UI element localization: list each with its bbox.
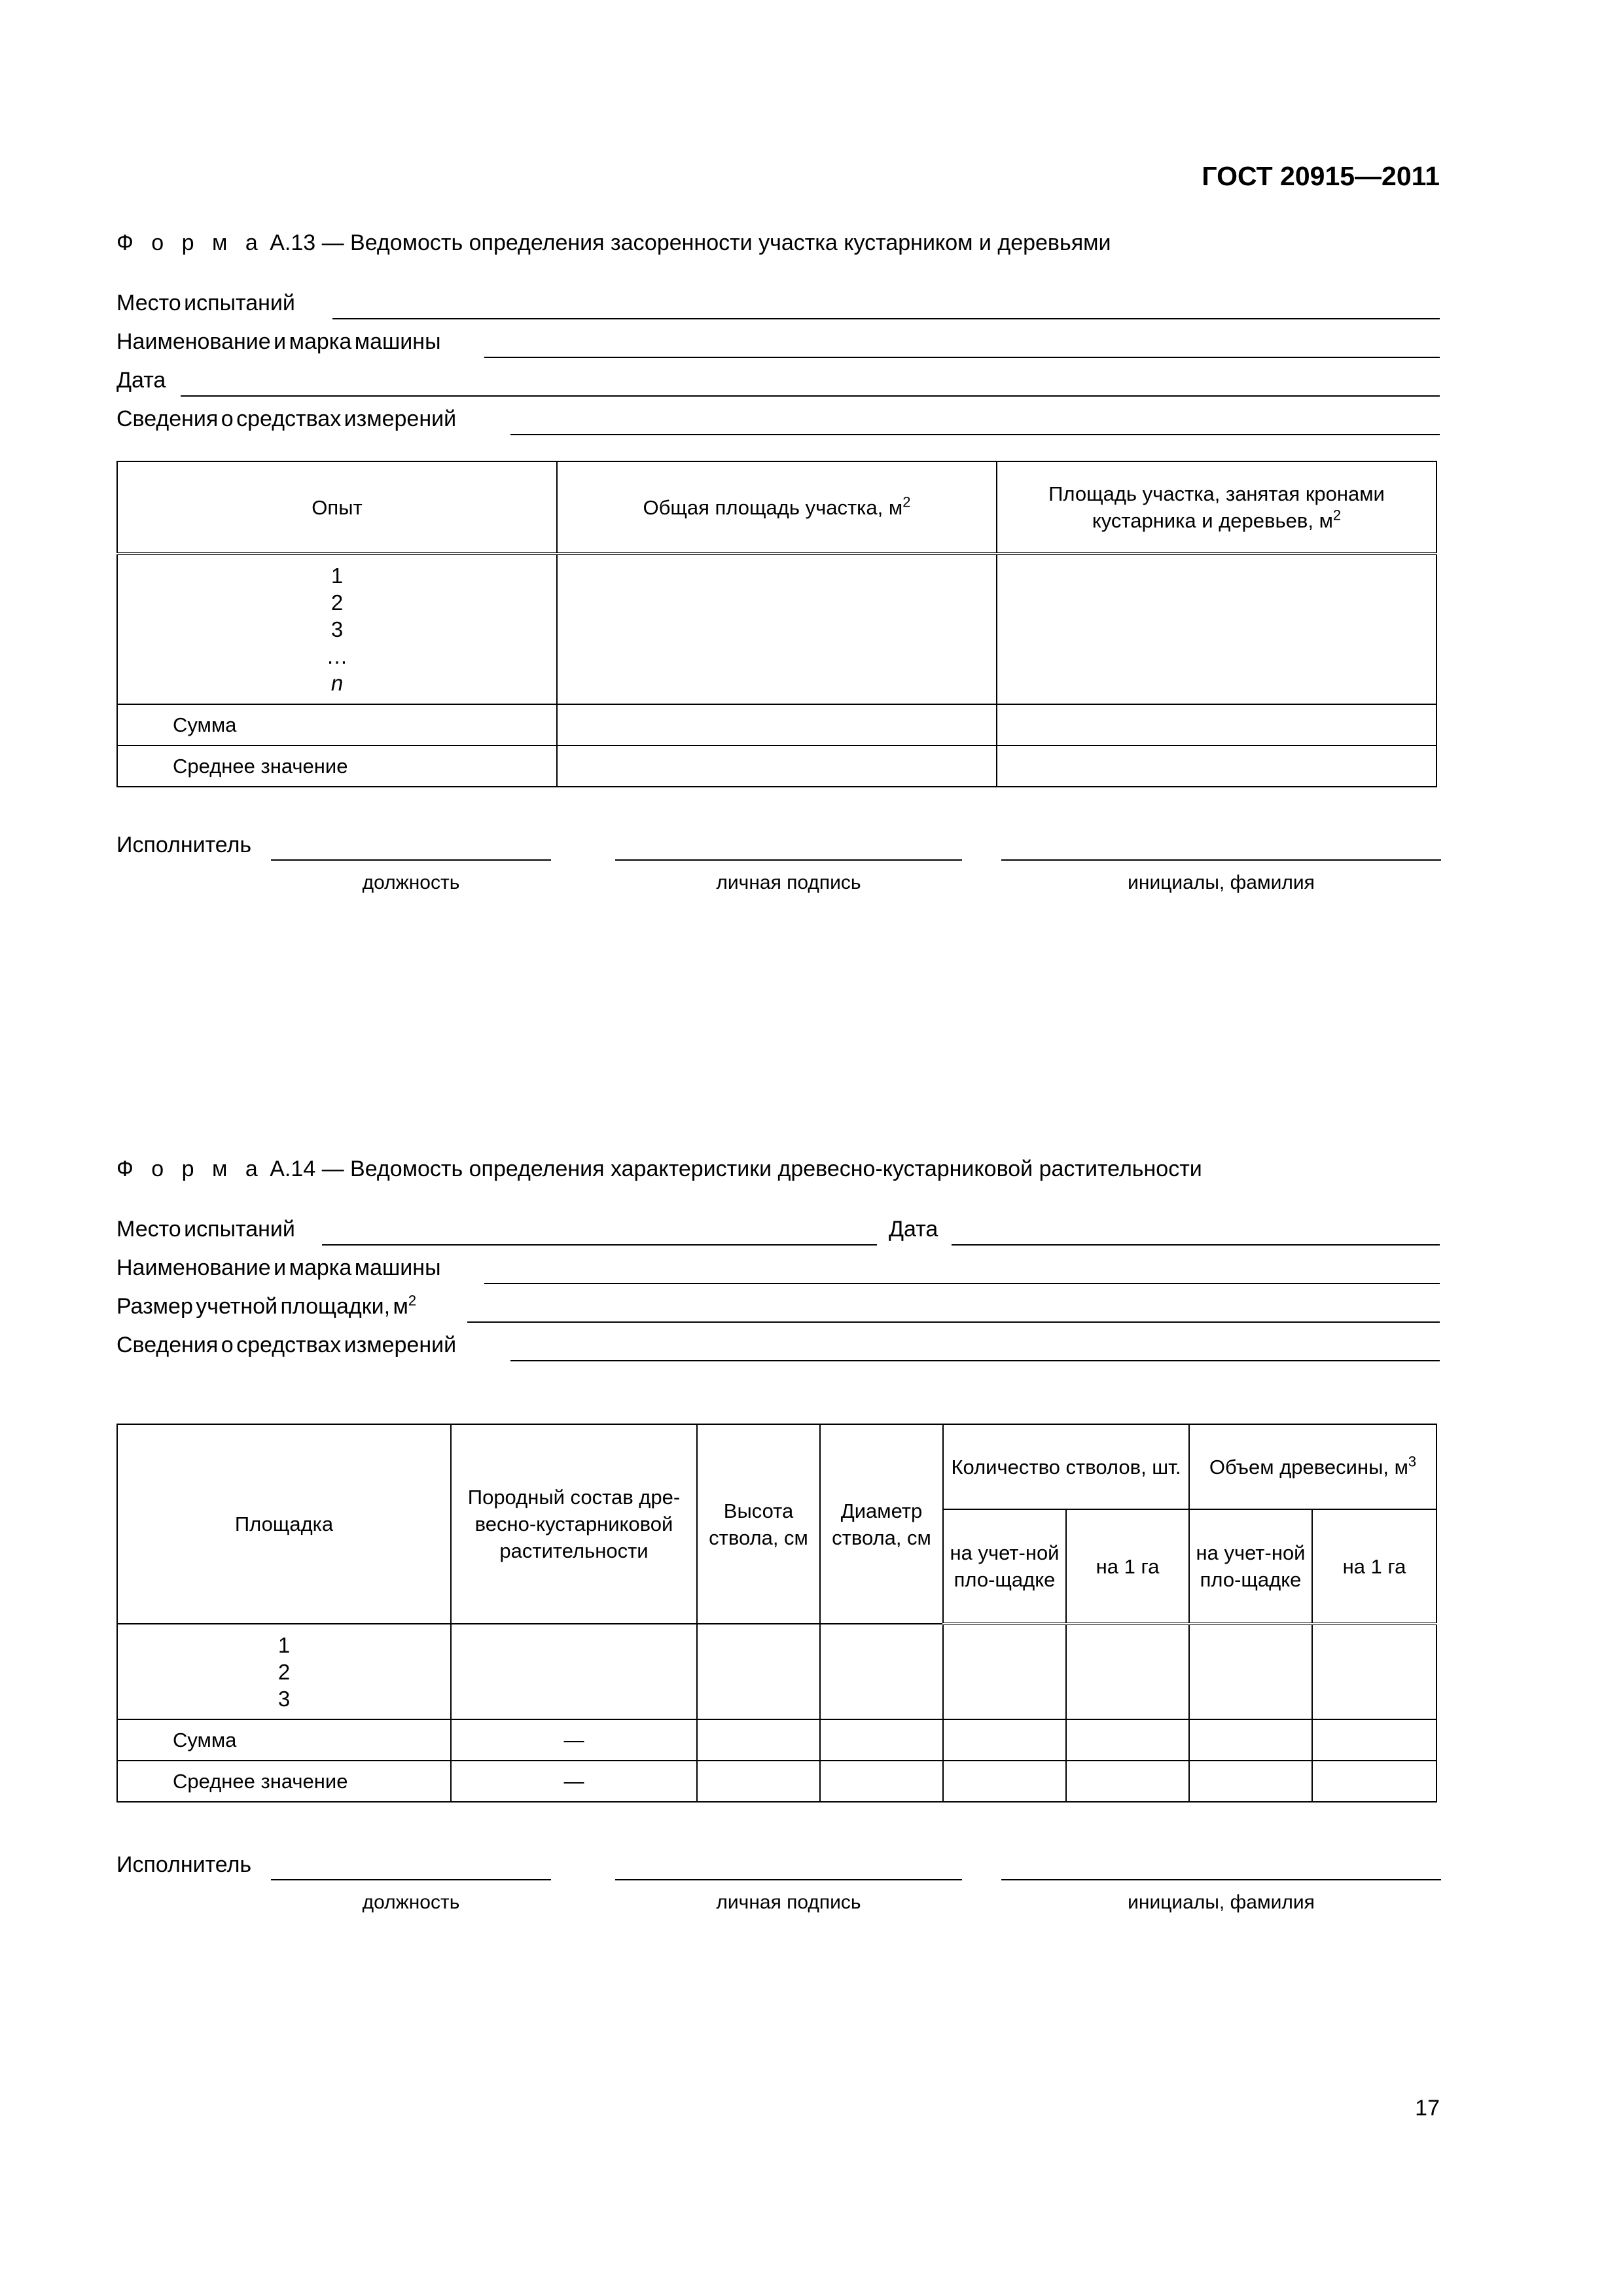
form14-cell-height[interactable] [697, 1624, 820, 1719]
form14-col-diameter: Диаметр ствола, см [820, 1424, 943, 1624]
form14-sum-label: Сумма [117, 1719, 451, 1761]
form13-row-number: 3 [330, 617, 344, 641]
form14-sub-volume-per-ha: на 1 га [1312, 1509, 1436, 1624]
form14-field-date-label: Дата [889, 1217, 938, 1242]
form13-field-place[interactable] [116, 291, 1440, 319]
form14-table [116, 1424, 1437, 1803]
form14-cell-species[interactable] [451, 1624, 697, 1719]
form14-mean-trunks-per-ha[interactable] [1066, 1761, 1189, 1802]
form14-name-caption: инициалы, фамилия [1128, 1892, 1315, 1913]
form14-cell-diameter[interactable] [820, 1624, 943, 1719]
table-row [117, 1761, 1436, 1802]
form14-sum-trunks-on-plot[interactable] [943, 1719, 1066, 1761]
form13-col-crown-area-text: Площадь участка, занятая кронами кустарника и деревьев, м [1048, 482, 1385, 532]
form14-executor-label: Исполнитель [116, 1852, 252, 1877]
form14-mean-species-dash: — [451, 1761, 697, 1802]
form13-col-crown-area [997, 461, 1436, 554]
document-code: ГОСТ 20915—2011 [1202, 161, 1440, 191]
form14-sum-trunks-per-ha[interactable] [1066, 1719, 1189, 1761]
form13-header-row [117, 461, 1436, 554]
form14-sub-trunks-per-ha: на 1 га [1066, 1509, 1189, 1624]
form14-field-date-line[interactable] [952, 1244, 1440, 1246]
form14-mean-height[interactable] [697, 1761, 820, 1802]
form14-signature-caption: личная подпись [716, 1892, 861, 1913]
form13-field-machine[interactable] [116, 329, 1440, 358]
form14-col-trunks: Количество стволов, шт. [943, 1424, 1189, 1509]
form14-field-instruments[interactable] [116, 1333, 1440, 1361]
table-row [117, 745, 1436, 787]
form14-field-plot-size-sup: 2 [408, 1292, 417, 1309]
form14-cell-volume-per-ha[interactable] [1312, 1624, 1436, 1719]
form13-col-total-area-text: Общая площадь участка, м [643, 495, 903, 519]
form13-signature-line[interactable] [615, 859, 962, 861]
form13-position-line[interactable] [271, 859, 551, 861]
form14-field-date[interactable] [889, 1217, 1440, 1246]
form13-mean-crown-area[interactable] [997, 745, 1436, 787]
form14-field-machine-label: Наименование и марка машины [116, 1255, 441, 1280]
form14-title-prefix: Ф о р м а [116, 1157, 264, 1181]
form13-mean-total-area[interactable] [557, 745, 997, 787]
form14-field-place-label: Место испытаний [116, 1217, 295, 1242]
form14-position-caption: должность [362, 1892, 460, 1913]
form14-row-number: 2 [277, 1659, 291, 1684]
form13-title-prefix: Ф о р м а [116, 230, 264, 255]
form14-col-species: Породный состав дре-весно-кустарниковой растительности [451, 1424, 697, 1624]
form13-col-crown-area-sup: 2 [1332, 507, 1342, 524]
form14-title [116, 1157, 1202, 1182]
form14-sum-species-dash: — [451, 1719, 697, 1761]
form13-field-date[interactable] [116, 368, 1440, 397]
form14-col-plot: Площадка [117, 1424, 451, 1624]
form13-title [116, 230, 1111, 256]
form14-field-plot-size-label [116, 1294, 416, 1319]
form13-field-machine-line[interactable] [484, 357, 1440, 358]
form13-table [116, 461, 1437, 787]
form14-name-line[interactable] [1001, 1879, 1441, 1880]
form14-col-height: Высота ствола, см [697, 1424, 820, 1624]
form14-signature-line[interactable] [615, 1879, 962, 1880]
form13-cell-crown-area[interactable] [997, 554, 1436, 704]
form14-cell-trunks-on-plot[interactable] [943, 1624, 1066, 1719]
form14-mean-diameter[interactable] [820, 1761, 943, 1802]
form14-field-plot-size[interactable] [116, 1294, 1440, 1323]
page-number: 17 [1415, 2096, 1440, 2121]
form14-title-text: А.14 — Ведомость определения характеристики древесно-кустарниковой растительности [270, 1157, 1202, 1181]
form13-name-line[interactable] [1001, 859, 1441, 861]
form14-sum-diameter[interactable] [820, 1719, 943, 1761]
form14-field-place-line[interactable] [322, 1244, 877, 1246]
form13-row-number: … [326, 644, 348, 668]
form14-mean-volume-on-plot[interactable] [1189, 1761, 1312, 1802]
form13-sum-crown-area[interactable] [997, 704, 1436, 745]
form14-sub-trunks-on-plot: на учет-ной пло-щадке [943, 1509, 1066, 1624]
table-row [117, 554, 1436, 704]
form13-signature-caption: личная подпись [716, 872, 861, 893]
form13-field-place-line[interactable] [332, 318, 1440, 319]
form13-field-instruments-line[interactable] [510, 434, 1440, 435]
form13-row-number: 1 [330, 564, 344, 588]
form14-sum-height[interactable] [697, 1719, 820, 1761]
form14-row-number: 3 [277, 1686, 291, 1711]
form13-field-instruments-label: Сведения о средствах измерений [116, 406, 457, 431]
form14-field-place[interactable] [116, 1217, 877, 1246]
form13-name-caption: инициалы, фамилия [1128, 872, 1315, 893]
form13-mean-label: Среднее значение [117, 745, 557, 787]
form14-header-row-1 [117, 1424, 1436, 1509]
form14-col-volume-text: Объем древесины, м [1209, 1455, 1408, 1479]
form14-plot-numbers [117, 1624, 451, 1719]
form14-field-instruments-line[interactable] [510, 1360, 1440, 1361]
form13-sum-total-area[interactable] [557, 704, 997, 745]
form13-col-trial: Опыт [117, 461, 557, 554]
form14-field-plot-size-line[interactable] [467, 1321, 1440, 1323]
form14-field-plot-size-text: Размер учетной площадки, м [116, 1294, 408, 1319]
form13-trial-numbers [117, 554, 557, 704]
form13-cell-total-area[interactable] [557, 554, 997, 704]
table-row [117, 1719, 1436, 1761]
form14-sub-volume-on-plot: на учет-ной пло-щадке [1189, 1509, 1312, 1624]
form13-field-machine-label: Наименование и марка машины [116, 329, 441, 354]
form13-sum-label: Сумма [117, 704, 557, 745]
table-row [117, 1624, 1436, 1719]
form14-field-machine-line[interactable] [484, 1283, 1440, 1284]
form14-row-number: 1 [277, 1632, 291, 1657]
form14-position-line[interactable] [271, 1879, 551, 1880]
form14-col-volume [1189, 1424, 1436, 1509]
form14-col-volume-sup: 3 [1408, 1453, 1417, 1470]
form13-row-number: n [330, 671, 344, 695]
form13-executor-label: Исполнитель [116, 833, 252, 857]
form14-mean-trunks-on-plot[interactable] [943, 1761, 1066, 1802]
form13-col-total-area-sup: 2 [902, 493, 911, 511]
form13-field-place-label: Место испытаний [116, 291, 295, 315]
form13-col-total-area [557, 461, 997, 554]
form13-field-date-line[interactable] [181, 395, 1440, 397]
form14-sum-volume-on-plot[interactable] [1189, 1719, 1312, 1761]
form13-field-instruments[interactable] [116, 406, 1440, 435]
form13-row-number: 2 [330, 590, 344, 615]
form14-mean-label: Среднее значение [117, 1761, 451, 1802]
form14-mean-volume-per-ha[interactable] [1312, 1761, 1436, 1802]
form13-position-caption: должность [362, 872, 460, 893]
form14-field-instruments-label: Сведения о средствах измерений [116, 1333, 457, 1357]
table-row [117, 704, 1436, 745]
form14-sum-volume-per-ha[interactable] [1312, 1719, 1436, 1761]
form14-field-machine[interactable] [116, 1255, 1440, 1284]
form14-cell-volume-on-plot[interactable] [1189, 1624, 1312, 1719]
form13-field-date-label: Дата [116, 368, 166, 393]
form13-title-text: А.13 — Ведомость определения засоренности участка кустарником и деревьями [270, 230, 1111, 255]
form14-cell-trunks-per-ha[interactable] [1066, 1624, 1189, 1719]
